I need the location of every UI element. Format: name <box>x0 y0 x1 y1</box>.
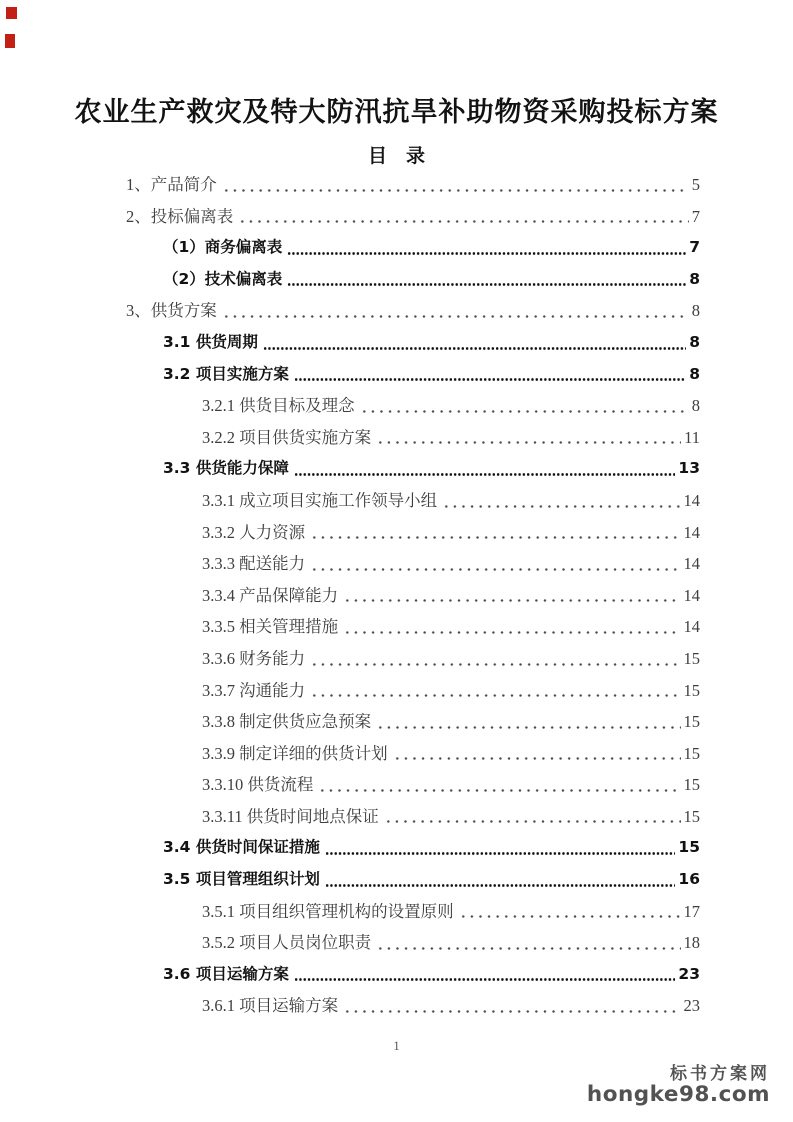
toc-entry-label: 3.3.5 相关管理措施 <box>202 617 339 637</box>
toc-entry-page: 14 <box>683 554 700 574</box>
toc-entry-label: 3、供货方案 <box>126 301 217 321</box>
toc-leader-dots <box>360 390 689 422</box>
toc-entry-label: 3.3.8 制定供货应急预案 <box>202 712 372 732</box>
toc-leader-dots <box>238 201 689 233</box>
toc-entry-label: 3.5.2 项目人员岗位职责 <box>202 933 372 953</box>
toc-leader-dots <box>343 611 680 643</box>
toc-entry-label: 3.3.11 供货时间地点保证 <box>202 806 379 826</box>
toc-entry-label: 3.3.1 成立项目实施工作领导小组 <box>202 490 438 510</box>
toc-entry[interactable] <box>126 706 700 738</box>
toc-entry-page: 8 <box>691 396 700 416</box>
toc-entry-label: 3.6 项目运输方案 <box>163 964 289 983</box>
toc-entry-label: 3.3.4 产品保障能力 <box>202 585 339 605</box>
toc-entry-page: 23 <box>683 996 700 1016</box>
toc-entry-page: 7 <box>689 238 700 257</box>
toc-entry-label: 3.2.1 供货目标及理念 <box>202 396 355 416</box>
toc-leader-dots <box>376 422 681 454</box>
toc-entry-page: 5 <box>691 175 700 194</box>
toc-leader-dots <box>376 927 680 959</box>
toc-entry[interactable] <box>126 611 700 643</box>
toc-entry[interactable] <box>126 832 700 864</box>
toc-leader-dots <box>294 359 686 391</box>
toc-entry[interactable] <box>126 359 700 391</box>
toc-entry-page: 14 <box>683 585 700 605</box>
toc-leader-dots <box>287 232 686 264</box>
toc-entry-label: 3.3.9 制定详细的供货计划 <box>202 743 388 763</box>
toc-leader-dots <box>384 801 681 833</box>
toc-entry-page: 8 <box>689 364 700 383</box>
toc-entry[interactable] <box>126 517 700 549</box>
toc-entry-page: 15 <box>683 648 700 668</box>
toc-leader-dots <box>310 675 680 707</box>
toc-leader-dots <box>393 738 681 770</box>
toc-leader-dots <box>263 327 686 359</box>
toc-entry-page: 8 <box>689 332 700 351</box>
toc-entry-page: 14 <box>683 617 700 637</box>
toc-entry[interactable] <box>126 864 700 896</box>
toc-entry[interactable] <box>126 485 700 517</box>
toc-entry-page: 11 <box>684 427 700 447</box>
toc-entry-page: 14 <box>683 490 700 510</box>
watermark-site-url: hongke98.com <box>586 1081 770 1107</box>
watermark <box>587 1066 770 1106</box>
toc-leader-dots <box>222 295 689 327</box>
toc-entry-label: （2）技术偏离表 <box>163 269 283 288</box>
toc-entry[interactable] <box>126 295 700 327</box>
toc-entry-page: 15 <box>683 712 700 732</box>
toc-entry-label: 3.3.2 人力资源 <box>202 522 306 542</box>
toc-entry-label: 3.3.3 配送能力 <box>202 554 306 574</box>
toc-leader-dots <box>343 990 680 1022</box>
toc-entry-page: 15 <box>678 838 700 857</box>
toc-entry-label: 3.5 项目管理组织计划 <box>163 870 320 889</box>
toc-entry[interactable] <box>126 580 700 612</box>
toc-entry-label: 3.1 供货周期 <box>163 332 258 351</box>
toc-leader-dots <box>294 959 676 991</box>
red-corner-mark <box>6 7 17 19</box>
toc-entry-label: 3.2.2 项目供货实施方案 <box>202 427 372 447</box>
toc-leader-dots <box>325 832 676 864</box>
toc-entry-label: 3.3 供货能力保障 <box>163 459 289 478</box>
toc-leader-dots <box>376 706 680 738</box>
toc-leader-dots <box>222 169 689 201</box>
toc-entry[interactable] <box>126 201 700 233</box>
toc-leader-dots <box>459 896 681 928</box>
toc-leader-dots <box>287 264 686 296</box>
toc-entry-label: 3.3.6 财务能力 <box>202 648 306 668</box>
toc-entry[interactable] <box>126 675 700 707</box>
toc-entry-page: 14 <box>683 522 700 542</box>
watermark-site-name: 标书方案网 <box>670 1064 770 1084</box>
toc-entry-label: 3.3.7 沟通能力 <box>202 680 306 700</box>
toc-entry-page: 13 <box>678 459 700 478</box>
toc-entry-page: 8 <box>691 301 700 321</box>
toc-entry[interactable] <box>126 896 700 928</box>
toc-heading: 目 录 <box>367 146 425 167</box>
toc-entry-page: 8 <box>689 269 700 288</box>
toc-entry[interactable] <box>126 769 700 801</box>
toc-entry-page: 15 <box>683 680 700 700</box>
toc-entry-page: 7 <box>691 206 700 226</box>
toc-entry-page: 17 <box>683 901 700 921</box>
toc-leader-dots <box>343 580 680 612</box>
toc-entry-page: 15 <box>683 775 700 795</box>
toc-entry[interactable] <box>126 990 700 1022</box>
toc-entry[interactable] <box>126 927 700 959</box>
toc-leader-dots <box>310 643 680 675</box>
red-corner-mark <box>5 34 15 48</box>
toc-leader-dots <box>294 453 676 485</box>
toc-entry-label: 3.2 项目实施方案 <box>163 364 289 383</box>
toc-entry[interactable] <box>126 548 700 580</box>
toc-leader-dots <box>442 485 680 517</box>
document-title: 农业生产救灾及特大防汛抗旱补助物资采购投标方案 <box>74 97 719 127</box>
toc-leader-dots <box>325 864 676 896</box>
toc-entry[interactable] <box>126 801 700 833</box>
toc-entry-page: 23 <box>678 964 700 983</box>
toc-entry-label: 3.5.1 项目组织管理机构的设置原则 <box>202 901 454 921</box>
toc-list <box>126 169 700 1022</box>
toc-entry-page: 18 <box>683 933 700 953</box>
toc-entry-label: 3.3.10 供货流程 <box>202 775 314 795</box>
toc-entry[interactable] <box>126 738 700 770</box>
toc-entry[interactable] <box>126 232 700 264</box>
toc-entry[interactable] <box>126 327 700 359</box>
toc-entry[interactable] <box>126 643 700 675</box>
page-number: 1 <box>393 1038 400 1053</box>
toc-entry-label: 3.4 供货时间保证措施 <box>163 838 320 857</box>
toc-entry-label: （1）商务偏离表 <box>163 238 283 257</box>
toc-leader-dots <box>310 548 680 580</box>
toc-leader-dots <box>318 769 680 801</box>
toc-entry[interactable] <box>126 169 700 201</box>
toc-entry-page: 15 <box>683 743 700 763</box>
toc-entry[interactable] <box>126 390 700 422</box>
toc-entry[interactable] <box>126 453 700 485</box>
toc-entry-label: 1、产品简介 <box>126 175 217 194</box>
toc-leader-dots <box>310 517 680 549</box>
toc-entry[interactable] <box>126 264 700 296</box>
toc-entry[interactable] <box>126 422 700 454</box>
toc-entry-label: 2、投标偏离表 <box>126 206 234 226</box>
toc-entry-page: 16 <box>678 870 700 889</box>
toc-entry[interactable] <box>126 959 700 991</box>
toc-entry-label: 3.6.1 项目运输方案 <box>202 996 339 1016</box>
toc-entry-page: 15 <box>683 806 700 826</box>
